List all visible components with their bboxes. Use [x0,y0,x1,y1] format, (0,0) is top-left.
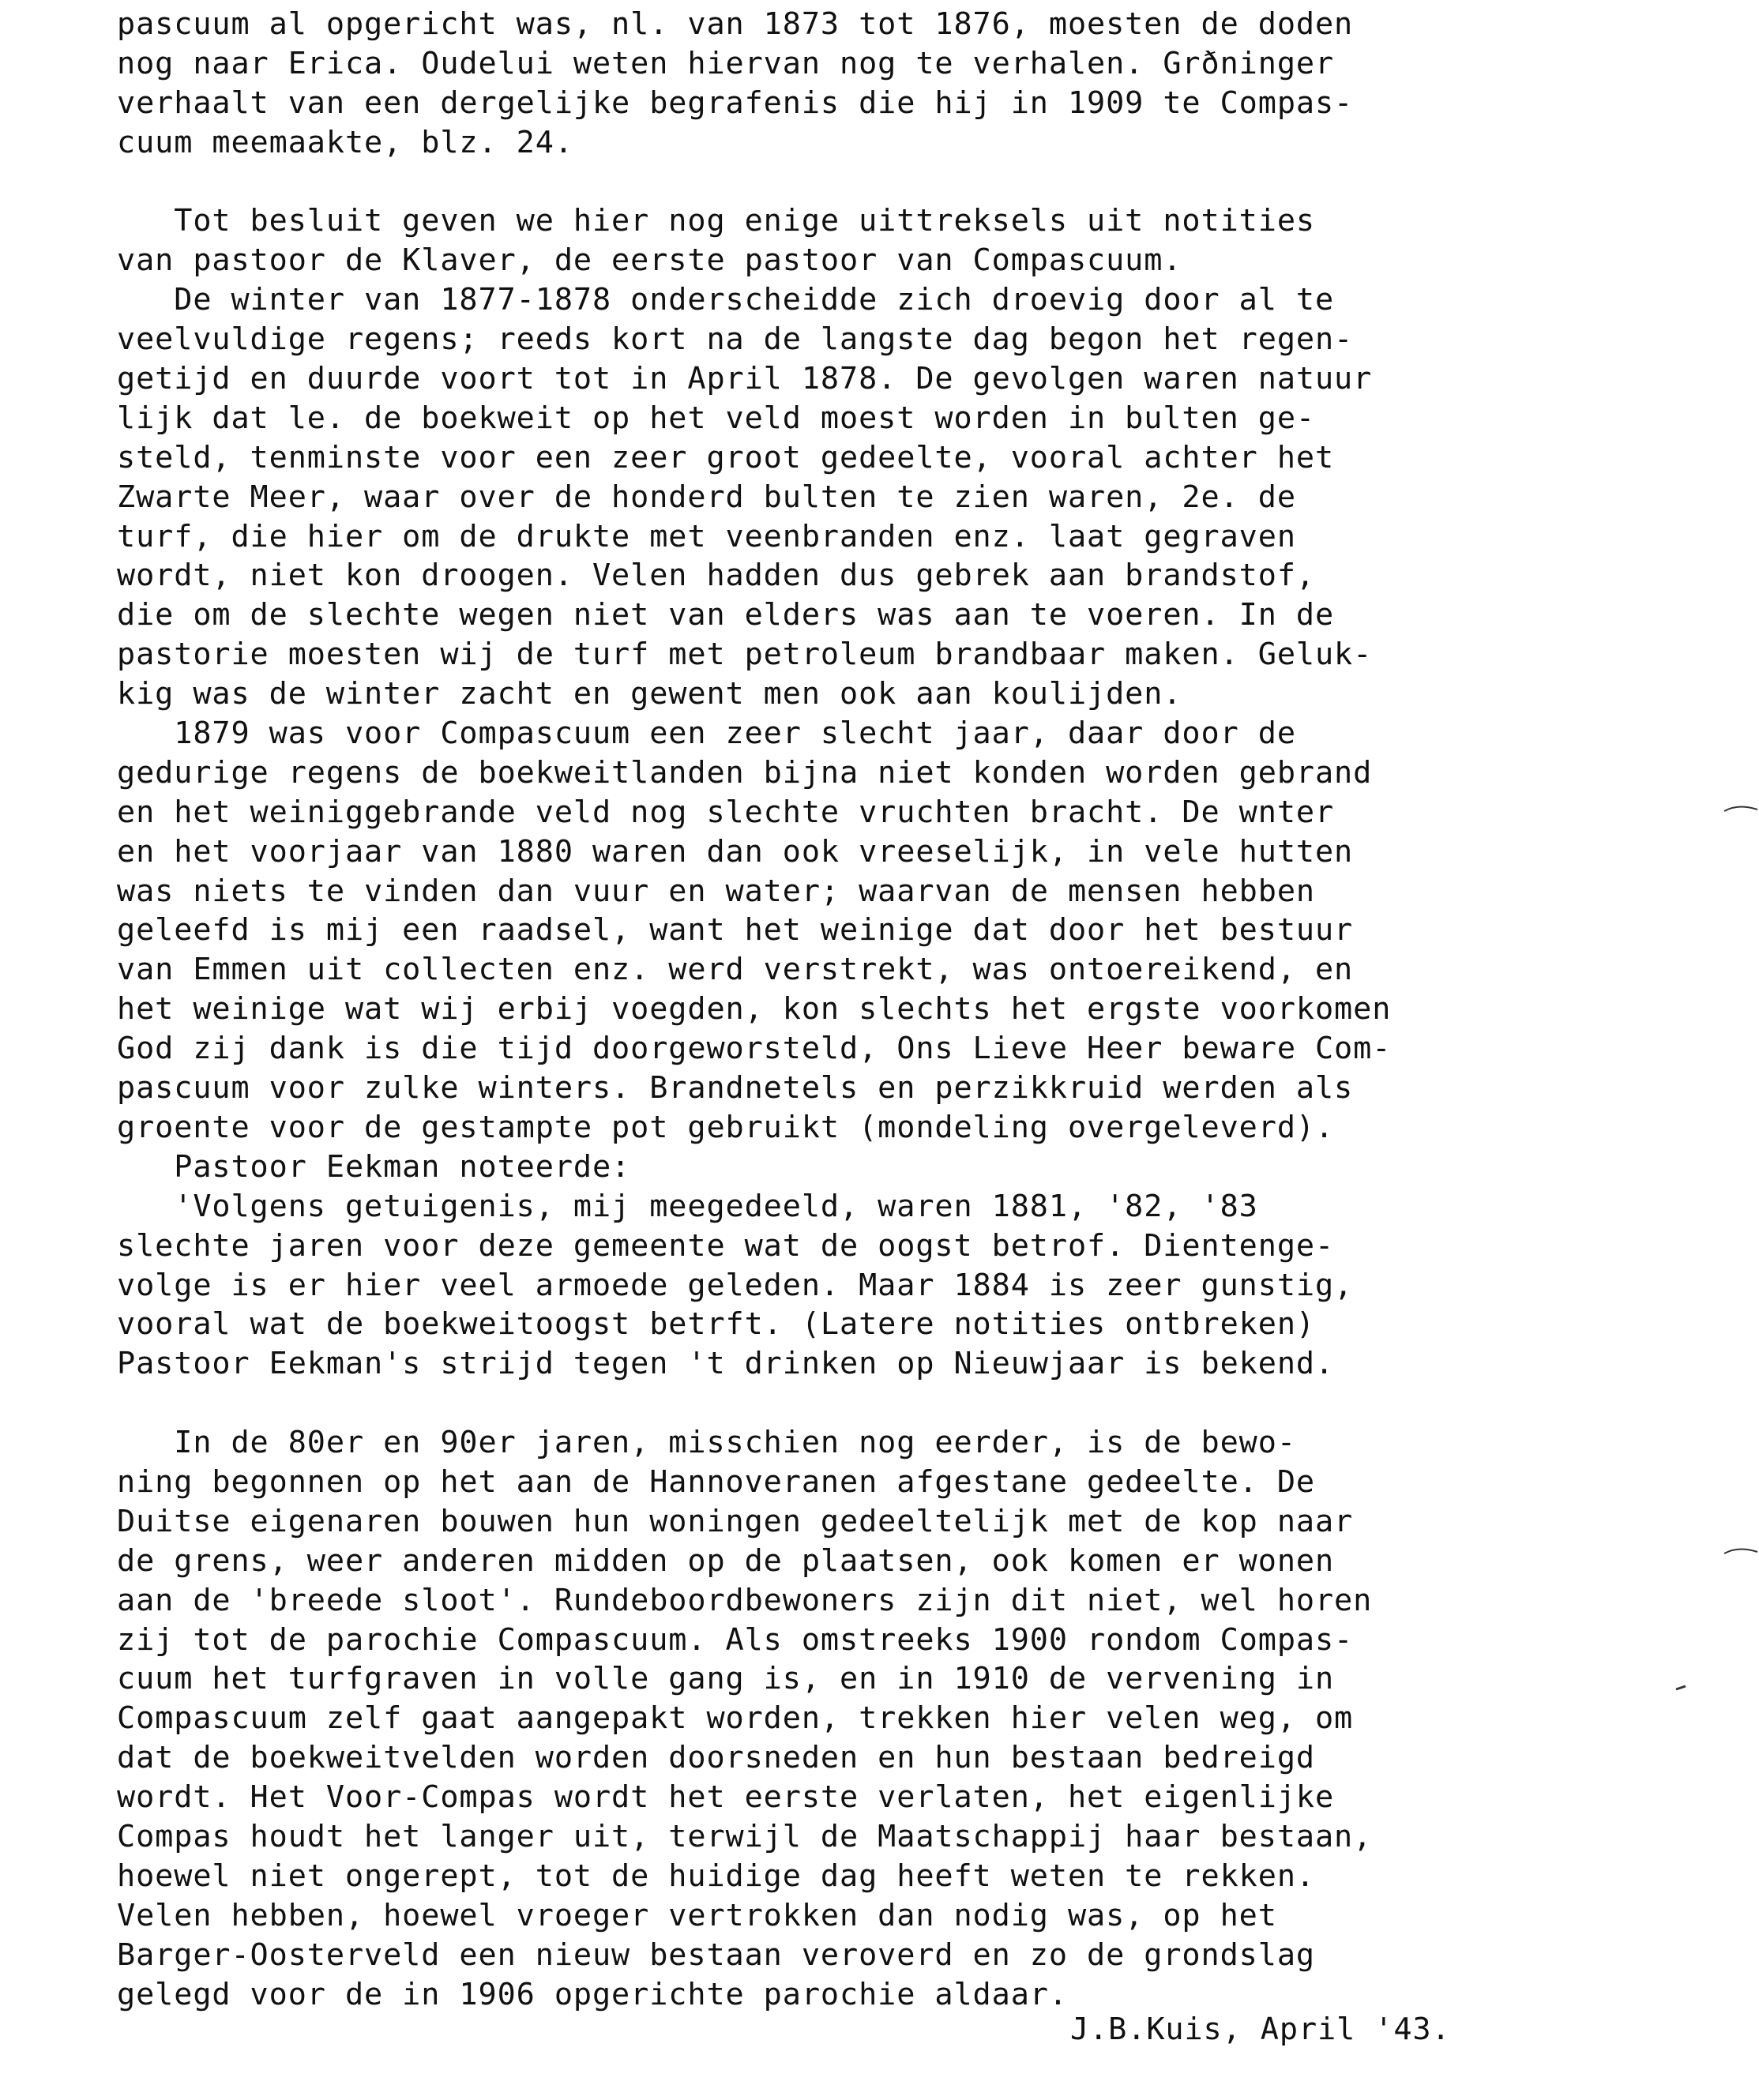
text-line: ning begonnen op het aan de Hannoveranen afgestane gedeelte. De [117,1463,1315,1500]
text-line: Pastoor Eekman's strijd tegen 't drinken op Nieuwjaar is bekend. [117,1346,1335,1382]
text-line: die om de slechte wegen niet van elders was aan te voeren. In de [117,597,1335,633]
text-line: lijk dat le. de boekweit op het veld moest worden in bulten ge- [117,400,1315,436]
text-line: pascuum al opgericht was, nl. van 1873 tot 1876, moesten de doden [117,6,1354,42]
text-line: hoewel niet ongerept, tot de huidige dag heeft weten te rekken. [117,1858,1315,1894]
text-line [117,1384,1697,1423]
text-line: dat de boekweitvelden worden doorsneden en hun bestaan bedreigd [117,1740,1315,1776]
text-line: wordt, niet kon droogen. Velen hadden dus gebrek aan brandstof, [117,558,1315,594]
text-line: van Emmen uit collecten enz. werd verstrekt, was ontoereikend, en [117,952,1354,988]
text-line: 'Volgens getuigenis, mij meegedeeld, waren 1881, '82, '83 [117,1188,1258,1224]
text-line: groente voor de gestampte pot gebruikt (mondeling overgeleverd). [117,1109,1335,1145]
text-line: en het voorjaar van 1880 waren dan ook vreeselijk, in vele hutten [117,833,1354,870]
text-line: wordt. Het Voor-Compas wordt het eerste verlaten, het eigenlijke [117,1779,1335,1816]
text-line: kig was de winter zacht en gewent men ook aan koulijden. [117,676,1182,712]
hyphen-mark [1674,1682,1687,1693]
text-line: De winter van 1877-1878 onderscheidde zich droevig door al te [117,282,1335,318]
text-line: geleefd is mij een raadsel, want het weinige dat door het bestuur [117,912,1354,949]
text-line: gedurige regens de boekweitlanden bijna niet konden worden gebrand [117,754,1373,791]
text-line: en het weiniggebrande veld nog slechte vruchten bracht. De wnter [117,794,1335,830]
text-line: 1879 was voor Compascuum een zeer slecht jaar, daar door de [117,716,1296,752]
text-line: aan de 'breede sloot'. Rundeboordbewoners zijn dit niet, wel horen [117,1582,1373,1618]
text-line: zij tot de parochie Compascuum. Als omstreeks 1900 rondom Compas- [117,1621,1354,1658]
text-line: slechte jaren voor deze gemeente wat de oogst betrof. Dientenge- [117,1227,1335,1264]
text-line: cuum het turfgraven in volle gang is, en in 1910 de vervening in [117,1661,1335,1697]
margin-mark [1723,803,1759,814]
text-line: pastorie moesten wij de turf met petroleum brandbaar maken. Geluk- [117,637,1373,673]
text-line: het weinige wat wij erbij voegden, kon slechts het ergste voorkomen [117,991,1392,1027]
text-line: nog naar Erica. Oudelui weten hiervan nog te verhalen. Grðninger [117,45,1335,81]
text-line: Duitse eigenaren bouwen hun woningen gedeeltelijk met de kop naar [117,1503,1354,1539]
text-line: cuum meemaakte, blz. 24. [117,124,573,160]
text-line: turf, die hier om de drukte met veenbranden enz. laat gegraven [117,518,1296,554]
signature: J.B.Kuis, April '43. [1070,2012,1451,2047]
text-line: steld, tenminste voor een zeer groot gedeelte, vooral achter het [117,439,1335,475]
text-line: Barger-Oosterveld een nieuw bestaan veroverd en zo de grondslag [117,1937,1315,1973]
text-line: verhaalt van een dergelijke begrafenis die hij in 1909 te Compas- [117,85,1354,121]
text-line: de grens, weer anderen midden op de plaatsen, ook komen er wonen [117,1542,1335,1579]
text-line: pascuum voor zulke winters. Brandnetels en perzikkruid werden als [117,1070,1354,1106]
text-line: God zij dank is die tijd doorgeworsteld, Ons Lieve Heer beware Com- [117,1031,1392,1067]
text-line: getijd en duurde voort tot in April 1878. De gevolgen waren natuur [117,361,1373,397]
text-line: volge is er hier veel armoede geleden. Maar 1884 is zeer gunstig, [117,1267,1354,1303]
text-line: Velen hebben, hoewel vroeger vertrokken dan nodig was, op het [117,1897,1277,1933]
text-line [117,163,1697,202]
text-line: veelvuldige regens; reeds kort na de langste dag begon het regen- [117,321,1354,358]
margin-mark [1723,1546,1759,1557]
text-line: Tot besluit geven we hier nog enige uittreksels uit notities [117,203,1315,239]
text-line: In de 80er en 90er jaren, misschien nog eerder, is de bewo- [117,1425,1296,1461]
text-line: was niets te vinden dan vuur en water; waarvan de mensen hebben [117,873,1315,909]
text-line: gelegd voor de in 1906 opgerichte parochie aldaar. [117,1976,1068,2012]
text-line: van pastoor de Klaver, de eerste pastoor van Compascuum. [117,242,1182,279]
text-line: Compascuum zelf gaat aangepakt worden, trekken hier velen weg, om [117,1700,1354,1737]
text-line: vooral wat de boekweitoogst betrft. (Latere notities ontbreken) [117,1306,1315,1343]
body-text [117,5,1697,2014]
text-line: Pastoor Eekman noteerde: [117,1148,631,1185]
text-line: Compas houdt het langer uit, terwijl de Maatschappij haar bestaan, [117,1818,1373,1854]
text-line: Zwarte Meer, waar over de honderd bulten te zien waren, 2e. de [117,479,1296,515]
